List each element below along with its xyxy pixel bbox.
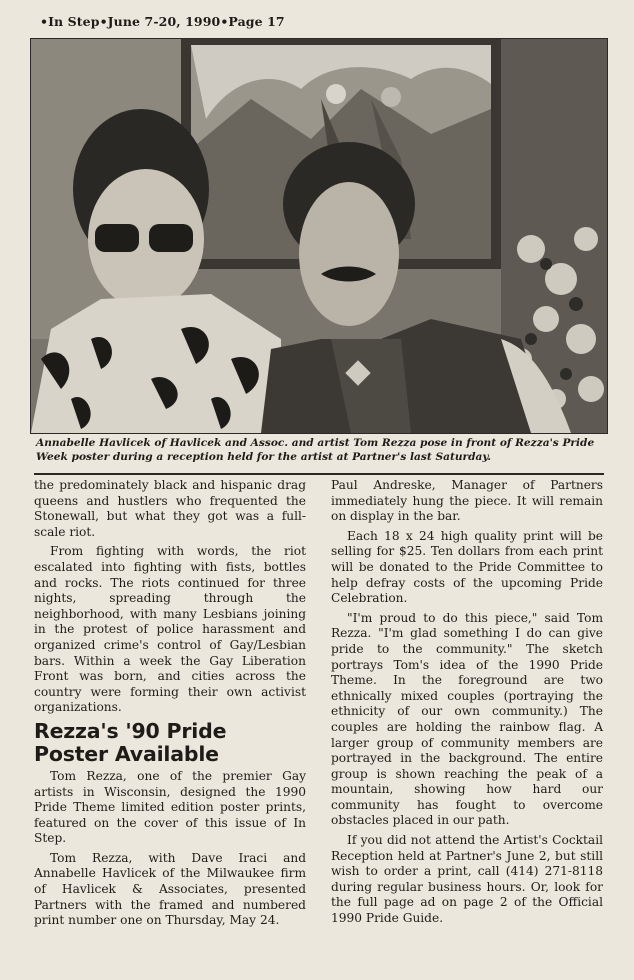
photograph bbox=[30, 38, 608, 434]
article-paragraph: Tom Rezza, with Dave Iraci and Annabelle Havlicek of the Milwaukee firm of Havlicek & Associates, presented Partners with the framed and numbered print number one on Thursday, May 24. bbox=[34, 850, 306, 928]
article-paragraph: Paul Andreske, Manager of Partners immediately hung the piece. It will remain on display in the bar. bbox=[331, 478, 603, 524]
article-headline: Rezza's '90 Pride Poster Available bbox=[34, 718, 227, 766]
article-paragraph: "I'm proud to do this piece," said Tom Rezza. "I'm glad something I do can give pride to the community." The sketch portrays Tom's idea of the 1990 Pride Theme. In the foreground are two ethnically mixed couples (portraying the ethnicity of our own community.) The couples are holding the rainbow flag. A larger group of community members are portrayed in the background. The entire group is shown reaching the peak of a mountain, showing how hard our community has fought to overcome obstacles placed in our path. bbox=[331, 610, 603, 828]
article-paragraph: If you did not attend the Artist's Cocktail Reception held at Partner's June 2, but still wish to order a print, call (414) 271-8118 during regular business hours. Or, look for the full page ad on page 2 of the Official 1990 Pride Guide. bbox=[331, 833, 603, 926]
article-left-column bbox=[34, 478, 306, 929]
article-paragraph: Tom Rezza, one of the premier Gay artists in Wisconsin, designed the 1990 Pride Theme limited edition poster prints, featured on the cover of this issue of In Step. bbox=[34, 768, 306, 846]
photo-illustration bbox=[31, 39, 607, 433]
man-face bbox=[299, 182, 399, 326]
article-paragraph: the predominately black and hispanic drag queens and hustlers who frequented the Stonewall, but what they got was a full-scale riot. bbox=[34, 478, 306, 539]
article-paragraph: Each 18 x 24 high quality print will be selling for $25. Ten dollars from each print will be donated to the Pride Committee to help defray costs of the upcoming Pride Celebration. bbox=[331, 528, 603, 606]
page-header: •In Step•June 7-20, 1990•Page 17 bbox=[40, 14, 285, 29]
article-paragraph: From fighting with words, the riot escalated into fighting with fists, bottles and rocks. The riots continued for three nights, spreading through the neighborhood, with many Lesbians joining in the protest of police harassment and organized crime's control of Gay/Lesbian bars. Within a week the Gay Liberation Front was born, and cities across the country were forming their own activist organizations. bbox=[34, 544, 306, 715]
photo-caption: Annabelle Havlicek of Havlicek and Assoc. and artist Tom Rezza pose in front of Rezza's Pride Week poster during a reception held for the artist at Partner's last Saturday. bbox=[36, 437, 595, 463]
divider-rule bbox=[34, 473, 604, 475]
article-right-column bbox=[331, 478, 603, 927]
